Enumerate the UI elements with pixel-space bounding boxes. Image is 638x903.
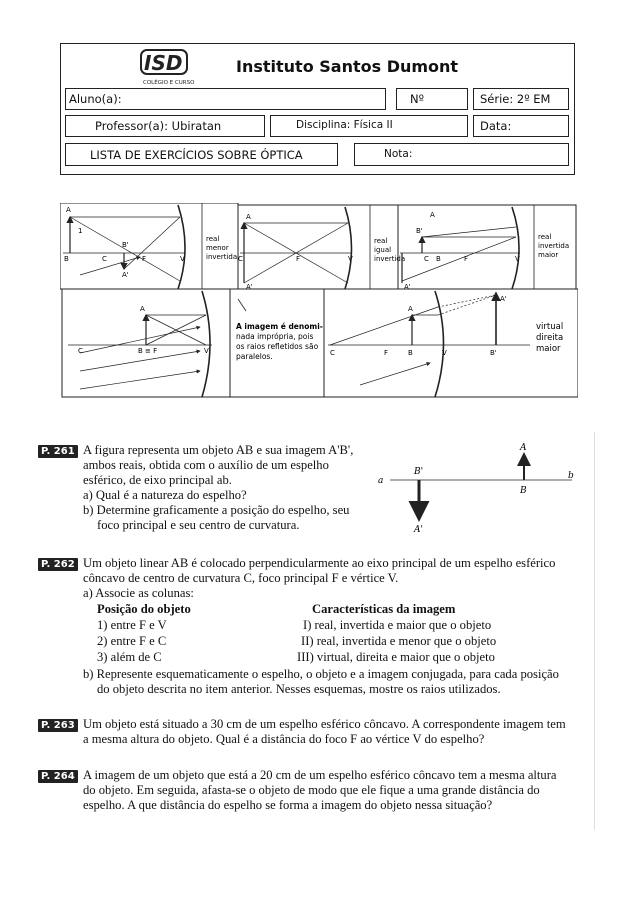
svg-text:F: F: [464, 255, 469, 263]
fig2-caption-1: real: [374, 237, 388, 245]
svg-text:menor: menor: [206, 244, 229, 252]
svg-text:B ≡ F: B ≡ F: [138, 347, 158, 355]
svg-text:B: B: [408, 349, 413, 357]
school-logo: [135, 48, 207, 86]
svg-text:B': B': [122, 241, 129, 249]
svg-text:direita: direita: [536, 333, 564, 343]
serie-label: Série: 2º EM: [480, 92, 551, 106]
svg-text:V: V: [442, 349, 447, 357]
professor-label: Professor(a): Ubiratan: [95, 119, 222, 133]
fig3-caption-1: real: [538, 233, 552, 241]
svg-text:A: A: [430, 211, 435, 219]
optics-figures: [60, 203, 578, 399]
institution-title: Instituto Santos Dumont: [236, 57, 459, 76]
axis-b: b: [568, 471, 574, 481]
svg-text:A: A: [520, 443, 527, 453]
problem-263-tag: P. 263: [38, 719, 78, 732]
svg-text:A imagem é denomi-: A imagem é denomi-: [236, 322, 323, 331]
svg-text:A: A: [246, 213, 251, 221]
disciplina-label: Disciplina: Física II: [296, 119, 393, 131]
svg-text:B': B': [414, 467, 424, 477]
page-edge-line: [594, 432, 595, 830]
svg-text:C: C: [424, 255, 429, 263]
data-label: Data:: [480, 119, 512, 133]
svg-text:B': B': [490, 349, 497, 357]
svg-text:nada imprópria, pois: nada imprópria, pois: [236, 332, 314, 341]
svg-text:F: F: [296, 255, 301, 263]
svg-text:paralelos.: paralelos.: [236, 352, 273, 361]
svg-text:C: C: [238, 255, 243, 263]
problem-262-tag: P. 262: [38, 558, 78, 571]
svg-text:V: V: [515, 255, 520, 263]
svg-text:A': A': [414, 525, 423, 535]
svg-text:C: C: [78, 347, 83, 355]
figure-1-diagram: [63, 205, 237, 289]
svg-text:A': A': [404, 283, 411, 291]
numero-label: Nº: [410, 92, 425, 106]
fig1-caption-1: real: [206, 235, 220, 243]
problem-264-tag: P. 264: [38, 770, 78, 783]
svg-text:invertida: invertida: [206, 253, 238, 261]
svg-text:igual: igual: [374, 246, 392, 254]
aluno-label: Aluno(a):: [69, 92, 122, 106]
nota-label: Nota:: [384, 148, 413, 160]
problem-261-tag: P. 261: [38, 445, 78, 458]
svg-text:B: B: [436, 255, 441, 263]
svg-text:F: F: [142, 255, 147, 263]
svg-text:F: F: [384, 349, 389, 357]
svg-text:maior: maior: [538, 251, 559, 259]
svg-text:V: V: [204, 347, 209, 355]
svg-text:C: C: [330, 349, 335, 357]
svg-text:B: B: [520, 486, 527, 496]
svg-text:A': A': [122, 271, 129, 279]
svg-text:1: 1: [78, 227, 83, 235]
logo-sub: COLÉGIO E CURSO: [143, 80, 195, 86]
svg-text:maior: maior: [536, 344, 561, 354]
numero-field[interactable]: [396, 88, 468, 110]
svg-text:invertida: invertida: [374, 255, 406, 263]
logo-graphic: [135, 48, 207, 86]
svg-text:B: B: [64, 255, 69, 263]
logo-text: ISD: [144, 51, 183, 75]
svg-text:B': B': [416, 227, 423, 235]
axis-a: a: [378, 476, 384, 486]
svg-text:A': A': [246, 283, 253, 291]
figure-6-frame: [324, 289, 578, 397]
svg-text:V: V: [180, 255, 185, 263]
figure-3-diagram: [400, 207, 569, 291]
figure-4-diagram: [68, 291, 212, 397]
svg-text:V: V: [348, 255, 353, 263]
svg-text:A': A': [500, 295, 507, 303]
fig1-label-A: A: [66, 206, 71, 214]
figure-6-diagram: [328, 291, 563, 397]
figure-2-diagram: [238, 207, 405, 291]
svg-text:os raios refletidos são: os raios refletidos são: [236, 342, 319, 351]
fig6-caption-1: virtual: [536, 322, 564, 332]
figure-5-text: [236, 299, 323, 361]
svg-text:C: C: [102, 255, 107, 263]
svg-text:A: A: [408, 305, 413, 313]
svg-text:invertida: invertida: [538, 242, 570, 250]
lista-title: LISTA DE EXERCÍCIOS SOBRE ÓPTICA: [90, 148, 303, 162]
svg-text:A: A: [140, 305, 145, 313]
problem-261-diagram: [372, 436, 582, 536]
